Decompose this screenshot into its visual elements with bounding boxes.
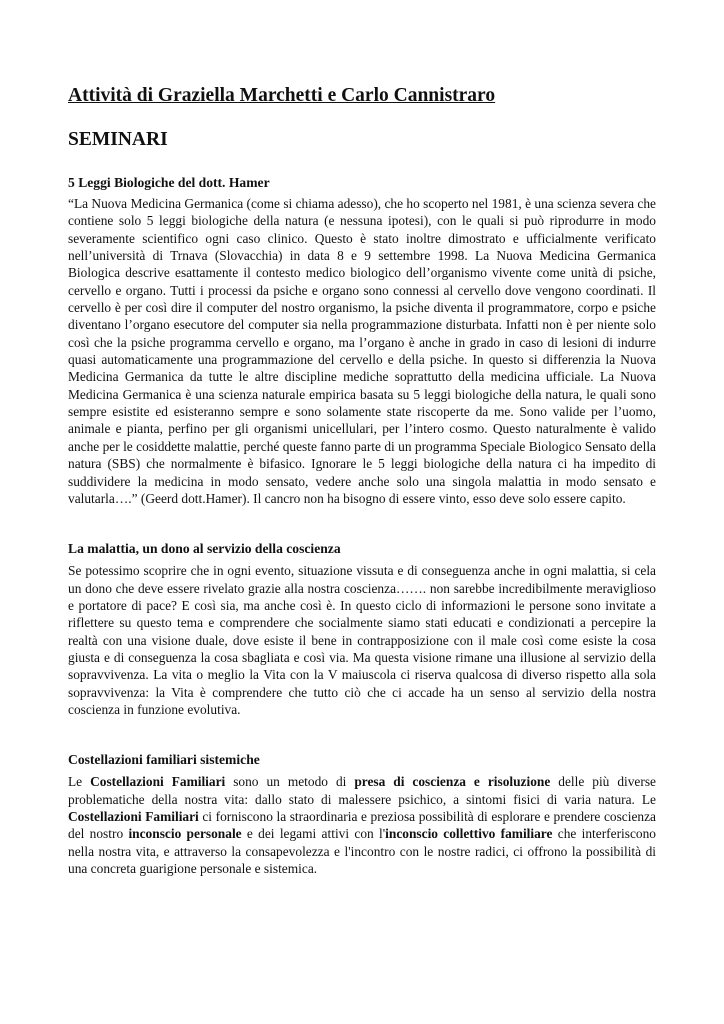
text-run: sono un metodo di — [225, 774, 355, 790]
bold-term: Costellazioni Familiari — [90, 774, 226, 790]
document-title: Attività di Graziella Marchetti e Carlo Cannistraro — [68, 85, 496, 106]
section-heading: 5 Leggi Biologiche del dott. Hamer — [68, 175, 270, 190]
section-paragraph: Se potessimo scoprire che in ogni evento, situazione vissuta e di conseguenza anche in ogni malattia, si cela un dono che deve essere rivelato grazie alla nostra coscienza……. non sarebbe incredibilmente meraviglioso e portatore di pace? E così sia, ma anche così è. In questo ciclo di informazioni le persone sono invitate a riflettere su questo tema e comprendere che socialmente siamo stati educati e condizionati a percepire la realtà con una visione duale, dove esiste il bene in contrapposizione con il male così come esiste la cosa giusta e di conseguenza la cosa sbagliata e così via. Ma questa visione rimane una illusione al servizio della sopravvivenza. La vita o meglio la Vita con la V maiuscola ci riserva qualcosa di diverso rispetto alla sola sopravvivenza: la Vita è comprendere che tutto ciò che ci accade ha un senso al servizio della nostra coscienza in funzione evolutiva. — [68, 563, 656, 717]
text-run: Le — [68, 774, 91, 790]
bold-term: presa di coscienza e risoluzione — [354, 774, 551, 790]
bold-term: inconscio personale — [128, 826, 242, 842]
section-illness-gift — [68, 540, 656, 718]
bold-term: Costellazioni Familiari — [68, 808, 199, 824]
section-paragraph: “La Nuova Medicina Germanica (come si chiama adesso), che ho scoperto nel 1981, è una scienza severa che contiene solo 5 leggi biologiche della natura (e nessuna ipotesi), con le quali si può riprodurre in modo severamente scientifico ogni caso clinico. Questo è stato inoltre dimostrato e ufficialmente verificato nell’università di Trnava (Slovacchia) in data 8 e 9 settembre 1998. La Nuova Medicina Germanica Biologica descrive esattamente il contesto medico biologico dell’organismo vivente come unità di psiche, cervello e organo. Tutti i processi da psiche e organo sono connessi al cervello dove vengono coordinati. Il cervello è per così dire il computer del nostro organismo, la psiche diventa il programmatore, corpo e psiche diventano l’organo esecutore del computer sia nella programmazione disturbata. Infatti non è per niente solo così che la psiche programma cervello e organo, ma l’organo è anche in grado in caso di lesioni di indurre quasi automaticamente una programmazione del cervello e della psiche. In questo si differenzia la Nuova Medicina Germanica da tutte le altre discipline mediche soprattutto della medicina ufficiale. La Nuova Medicina Germanica è una scienza naturale empirica basata su 5 leggi biologiche della natura, le quali sono sempre esistite ed esisteranno sempre e sono solamente state riscoperte da me. Sono valide per l’uomo, animale e pianta, perfino per gli organismi unicellulari, per l’intero cosmo. Questo naturalmente è valido anche per le cosiddette malattie, perché queste fanno parte di un programma Speciale Biologico Sensato della natura (SBS) che normalmente è bifasico. Ignorare le 5 leggi biologiche della natura ci ha impedito di suddividere la medicina in modo sensato, vedere anche solo una singola malattia in modo sensato e valutarla….” (Geerd dott.Hamer). Il cancro non ha bisogno di essere vinto, esso deve solo essere capito. — [68, 196, 656, 506]
section-family-constellations — [68, 751, 656, 877]
text-run: che interferiscono nella nostra vita, e attraverso la consapevolezza e l'incontro con le nostre radici, ci offrono la possibilità di una concreta guarigione personale e sistemica. — [68, 826, 656, 876]
bold-term: inconscio collettivo familiare — [385, 826, 553, 842]
text-run: e dei legami attivi con l' — [241, 826, 386, 842]
document-page — [68, 84, 656, 877]
section-hamer-laws — [68, 174, 656, 507]
text-run: ci forniscono la straordinaria e preziosa possibilità di esplorare e prendere coscienza del nostro — [68, 808, 656, 842]
section-heading-seminari: SEMINARI — [68, 129, 168, 150]
section-paragraph — [68, 773, 656, 877]
section-heading: Costellazioni familiari sistemiche — [68, 752, 260, 768]
text-run: delle più diverse problematiche della nostra vita: dallo stato di malessere psichico, a sintomi fisici di varia natura. Le — [68, 774, 656, 807]
section-heading: La malattia, un dono al servizio della coscienza — [68, 541, 341, 557]
